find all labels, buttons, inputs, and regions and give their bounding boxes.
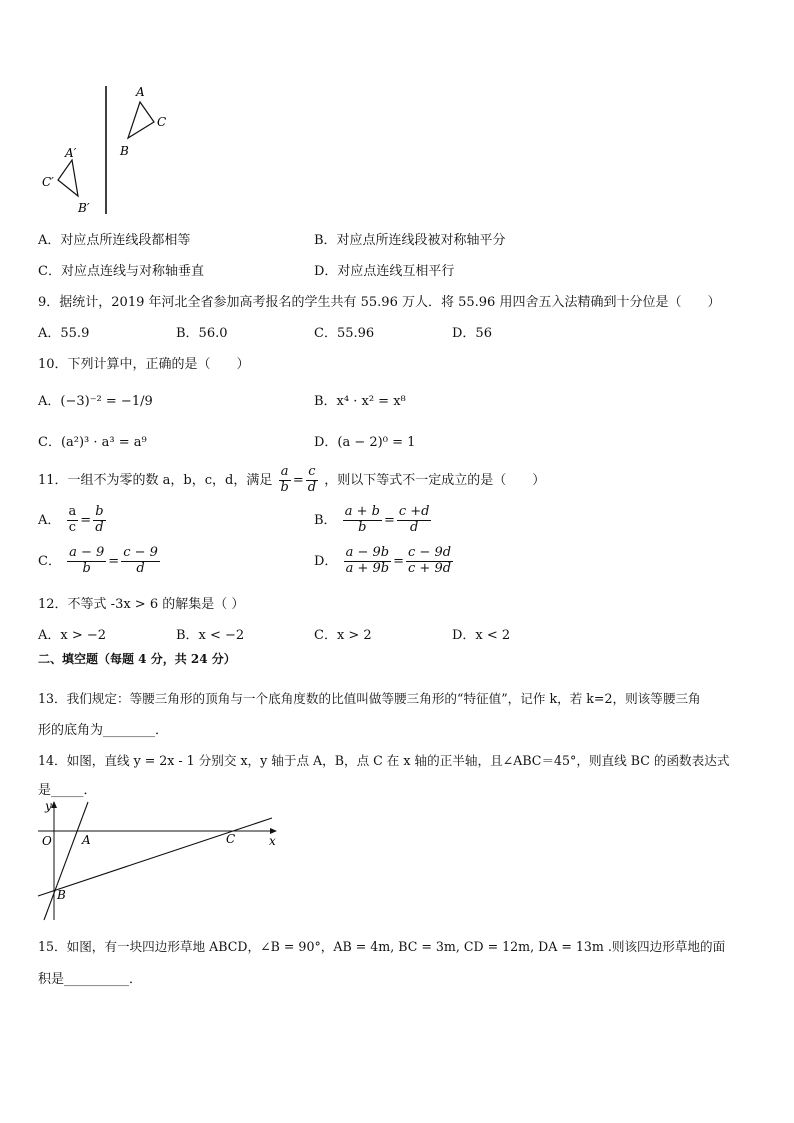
q11-stem-after: ，则以下等式不一定成立的是（ ） [324,472,546,488]
q14-line2: 是_____． [38,783,97,798]
q9-option-c[interactable]: C．55.96 [314,326,375,341]
label-C: C [226,832,236,846]
q11-label-c: C． [38,553,61,569]
q11-stem-before: 11．一组不为零的数 a，b，c，d，满足 [38,472,273,488]
q8-reflection-figure [30,80,190,220]
q12-stem: 12．不等式 -3x > 6 的解集是（ ） [38,597,245,612]
line-y-2x-1 [44,802,88,920]
q14-coordinate-figure [34,798,284,926]
label-A1: A′ [65,146,77,160]
q13-line2: 形的底角为________． [38,723,169,738]
q10-stem: 10．下列计算中，正确的是（ ） [38,357,250,372]
label-B1: B′ [78,201,90,215]
label-A: A [82,833,91,847]
q15-line1: 15．如图，有一块四边形草地 ABCD，∠B = 90°，AB = 4m, BC = 3m, CD = 12m, DA = 13m .则该四边形草地的面 [38,939,726,954]
q12-option-b[interactable]: B．x < −2 [176,628,245,643]
y-axis-arrow-icon [51,801,57,808]
q12-option-c[interactable]: C．x > 2 [314,628,372,643]
q14-line1: 14．如图，直线 y = 2x - 1 分别交 x，y 轴于点 A，B，点 C 在 x 轴的正半轴，且∠ABC＝45°，则直线 BC 的函数表达式 [38,753,730,768]
q11-option-a[interactable]: A． $\frac{a}{c}$ = $\frac{b}{d}$ [38,504,104,535]
q11-condition-c-over-d: $\frac{c}{d}$ [307,464,317,495]
q10-option-b[interactable]: B．x⁴ · x² = x⁸ [314,394,406,409]
q11-condition-a-over-b: $\frac{a}{b}$ [280,464,289,495]
q11-option-d[interactable]: D． $\frac{a - 9b}{a + 9b}$ = $\frac{c - 9d}{c + 9d}$ [314,545,452,576]
label-B: B [120,144,129,158]
label-x: x [269,834,276,848]
q8-option-c[interactable]: C．对应点连线与对称轴垂直 [38,264,204,279]
label-y: y [45,799,52,813]
triangle-abc [128,102,154,138]
label-B: B [57,888,66,902]
q11-option-b[interactable]: B． $\frac{a + b}{b}$ = $\frac{c +d}{d}$ [314,504,430,535]
q10-option-d[interactable]: D．(a − 2)⁰ = 1 [314,435,416,450]
q8-option-d[interactable]: D．对应点连线互相平行 [314,264,455,279]
line-bc [38,818,272,896]
label-O: O [42,834,52,848]
q13-line1: 13．我们规定：等腰三角形的顶角与一个底角度数的比值叫做等腰三角形的“特征值”，记作 k，若 k=2，则该等腰三角 [38,691,701,706]
section-2-heading: 二、填空题（每题 4 分，共 24 分） [38,652,236,666]
q11-option-c[interactable]: C． $\frac{a - 9}{b}$ = $\frac{c - 9}{d}$ [38,545,158,576]
q9-option-d[interactable]: D．56 [452,326,492,341]
q10-option-a[interactable]: A．(−3)⁻² = −1/9 [38,394,153,409]
q15-line2: 积是__________． [38,972,143,987]
q8-option-a[interactable]: A．对应点所连线段都相等 [38,233,191,248]
label-C1: C′ [42,175,54,189]
q11-label-b: B． [314,512,337,528]
q11-stem: 11．一组不为零的数 a，b，c，d，满足 $\frac{a}{b}$ = $\frac{c}{d}$ ，则以下等式不一定成立的是（ ） [38,464,546,495]
q9-stem: 9．据统计，2019 年河北全省参加高考报名的学生共有 55.96 万人．将 55.96 用四舍五入法精确到十分位是（ ） [38,295,721,310]
q9-option-b[interactable]: B．56.0 [176,326,228,341]
triangle-a1b1c1 [58,160,78,196]
label-A: A [136,85,145,99]
q12-option-d[interactable]: D．x < 2 [452,628,511,643]
q9-option-a[interactable]: A．55.9 [38,326,90,341]
q8-option-b[interactable]: B．对应点所连线段被对称轴平分 [314,233,506,248]
q11-label-a: A． [38,512,61,528]
label-C: C [157,115,167,129]
q12-option-a[interactable]: A．x > −2 [38,628,107,643]
q10-option-c[interactable]: C．(a²)³ · a³ = a⁹ [38,435,147,450]
q11-label-d: D． [314,553,338,569]
